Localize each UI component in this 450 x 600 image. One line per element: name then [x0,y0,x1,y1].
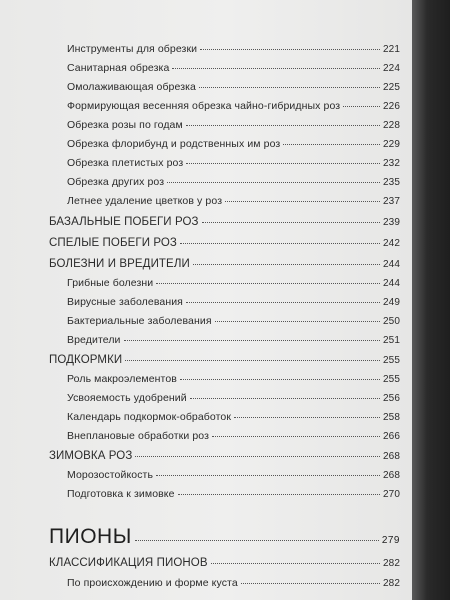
toc-entry [67,157,400,169]
dot-leader [202,222,380,223]
toc-entry-page: 249 [383,297,400,308]
toc-entry-title: Летнее удаление цветков у роз [67,195,223,207]
toc-entry-page: 225 [383,82,400,93]
book-page-edge [412,0,450,600]
toc-entry-page: 258 [383,412,400,423]
toc-section-title: СПЕЛЫЕ ПОБЕГИ РОЗ [49,237,177,249]
toc-entry-title: Роль макроэлементов [67,373,177,385]
dot-leader [167,182,380,183]
toc-entry-page: 221 [383,44,400,55]
toc-entry-page: 235 [383,177,400,188]
toc-entry [67,392,400,404]
toc-entry-page: 282 [383,558,400,569]
toc-entry-title: Усвояемость удобрений [67,392,187,404]
toc-entry-title: Внеплановые обработки роз [67,430,210,442]
toc-entry-title: Календарь подкормок-обработок [67,411,232,423]
dot-leader [190,398,380,399]
toc-entry-page: 224 [383,63,400,74]
toc-entry-title: Омолаживающая обрезка [67,81,196,93]
toc-chapter [49,525,400,549]
toc-section [49,237,400,249]
dot-leader [241,583,380,584]
toc-entry-page: 242 [383,238,400,249]
toc-entry-page: 232 [383,158,400,169]
toc-section [49,216,400,228]
toc-entry-title: Обрезка флорибунд и родственных им роз [67,138,281,150]
toc-entry-title: Санитарная обрезка [67,62,170,74]
toc-entry-title: Бактериальные заболевания [67,315,212,327]
dot-leader [186,163,380,164]
dot-leader [135,540,379,541]
toc-entry [67,100,400,112]
toc-entry [67,176,400,188]
dot-leader [172,68,380,69]
dot-leader [186,125,380,126]
toc-entry-page: 268 [383,470,400,481]
toc-entry-page: 229 [383,139,400,150]
toc-entry [67,296,400,308]
toc-entry [67,138,400,150]
toc-entry-title: Подготовка к зимовке [67,488,175,500]
toc-entry-page: 244 [383,259,400,270]
toc-entry [67,488,400,500]
toc-entry-page: 279 [381,535,400,546]
toc-section [49,354,400,366]
dot-leader [343,106,380,107]
toc-entry-title: Обрезка плетистых роз [67,157,184,169]
toc-entry-title: Морозостойкость [67,469,154,481]
toc-entry-page: 270 [383,489,400,500]
dot-leader [186,302,380,303]
toc-entry-page: 255 [383,355,400,366]
toc-entry [67,195,400,207]
toc-entry [67,315,400,327]
dot-leader [199,87,380,88]
toc-section [49,450,400,462]
toc-entry-title: Формирующая весенняя обрезка чайно-гибридных роз [67,100,341,112]
toc-entry-page: 256 [383,393,400,404]
toc-entry [67,469,400,481]
toc-entry [67,577,400,589]
toc-chapter-title: ПИОНЫ [49,525,132,548]
toc-entry [67,430,400,442]
toc-entry [67,277,400,289]
toc-entry-page: 250 [383,316,400,327]
dot-leader [156,283,380,284]
dot-leader [225,201,380,202]
toc-entry-page: 266 [383,431,400,442]
toc-entry-page: 282 [383,578,400,589]
toc-entry-title: Грибные болезни [67,277,154,289]
toc-entry [67,373,400,385]
toc-section-title: БАЗАЛЬНЫЕ ПОБЕГИ РОЗ [49,216,199,228]
toc-entry [67,119,400,131]
dot-leader [212,436,380,437]
dot-leader [180,379,380,380]
toc-entry [67,43,400,55]
toc-entry-page: 226 [383,101,400,112]
toc-section-title: ПОДКОРМКИ [49,354,123,366]
dot-leader [178,494,380,495]
toc-section [49,258,400,270]
toc-section [49,557,400,569]
toc-entry-page: 239 [383,217,400,228]
toc-entry [67,334,400,346]
toc-section-title: ЗИМОВКА РОЗ [49,450,133,462]
toc-entry-title: Обрезка других роз [67,176,165,188]
dot-leader [125,360,380,361]
toc-entry [67,62,400,74]
dot-leader [156,475,380,476]
dot-leader [234,417,380,418]
toc-entry-title: Обрезка розы по годам [67,119,183,131]
toc-entry-page: 255 [383,374,400,385]
toc-entry-page: 237 [383,196,400,207]
dot-leader [135,456,380,457]
dot-leader [180,243,380,244]
toc-entry-title: Вирусные заболевания [67,296,183,308]
toc-entry [67,411,400,423]
toc-entry-title: По происхождению и форме куста [67,577,238,589]
toc-entry-page: 268 [383,451,400,462]
dot-leader [283,144,380,145]
toc-entry-title: Инструменты для обрезки [67,43,198,55]
toc-entry-page: 251 [383,335,400,346]
toc-section-title: КЛАССИФИКАЦИЯ ПИОНОВ [49,557,208,569]
dot-leader [211,563,380,564]
dot-leader [124,340,380,341]
toc-entry-page: 244 [383,278,400,289]
toc-entry [67,81,400,93]
dot-leader [200,49,380,50]
dot-leader [215,321,380,322]
toc-entry-title: Вредители [67,334,121,346]
dot-leader [193,264,380,265]
toc-entry-page: 228 [383,120,400,131]
toc-section-title: БОЛЕЗНИ И ВРЕДИТЕЛИ [49,258,190,270]
